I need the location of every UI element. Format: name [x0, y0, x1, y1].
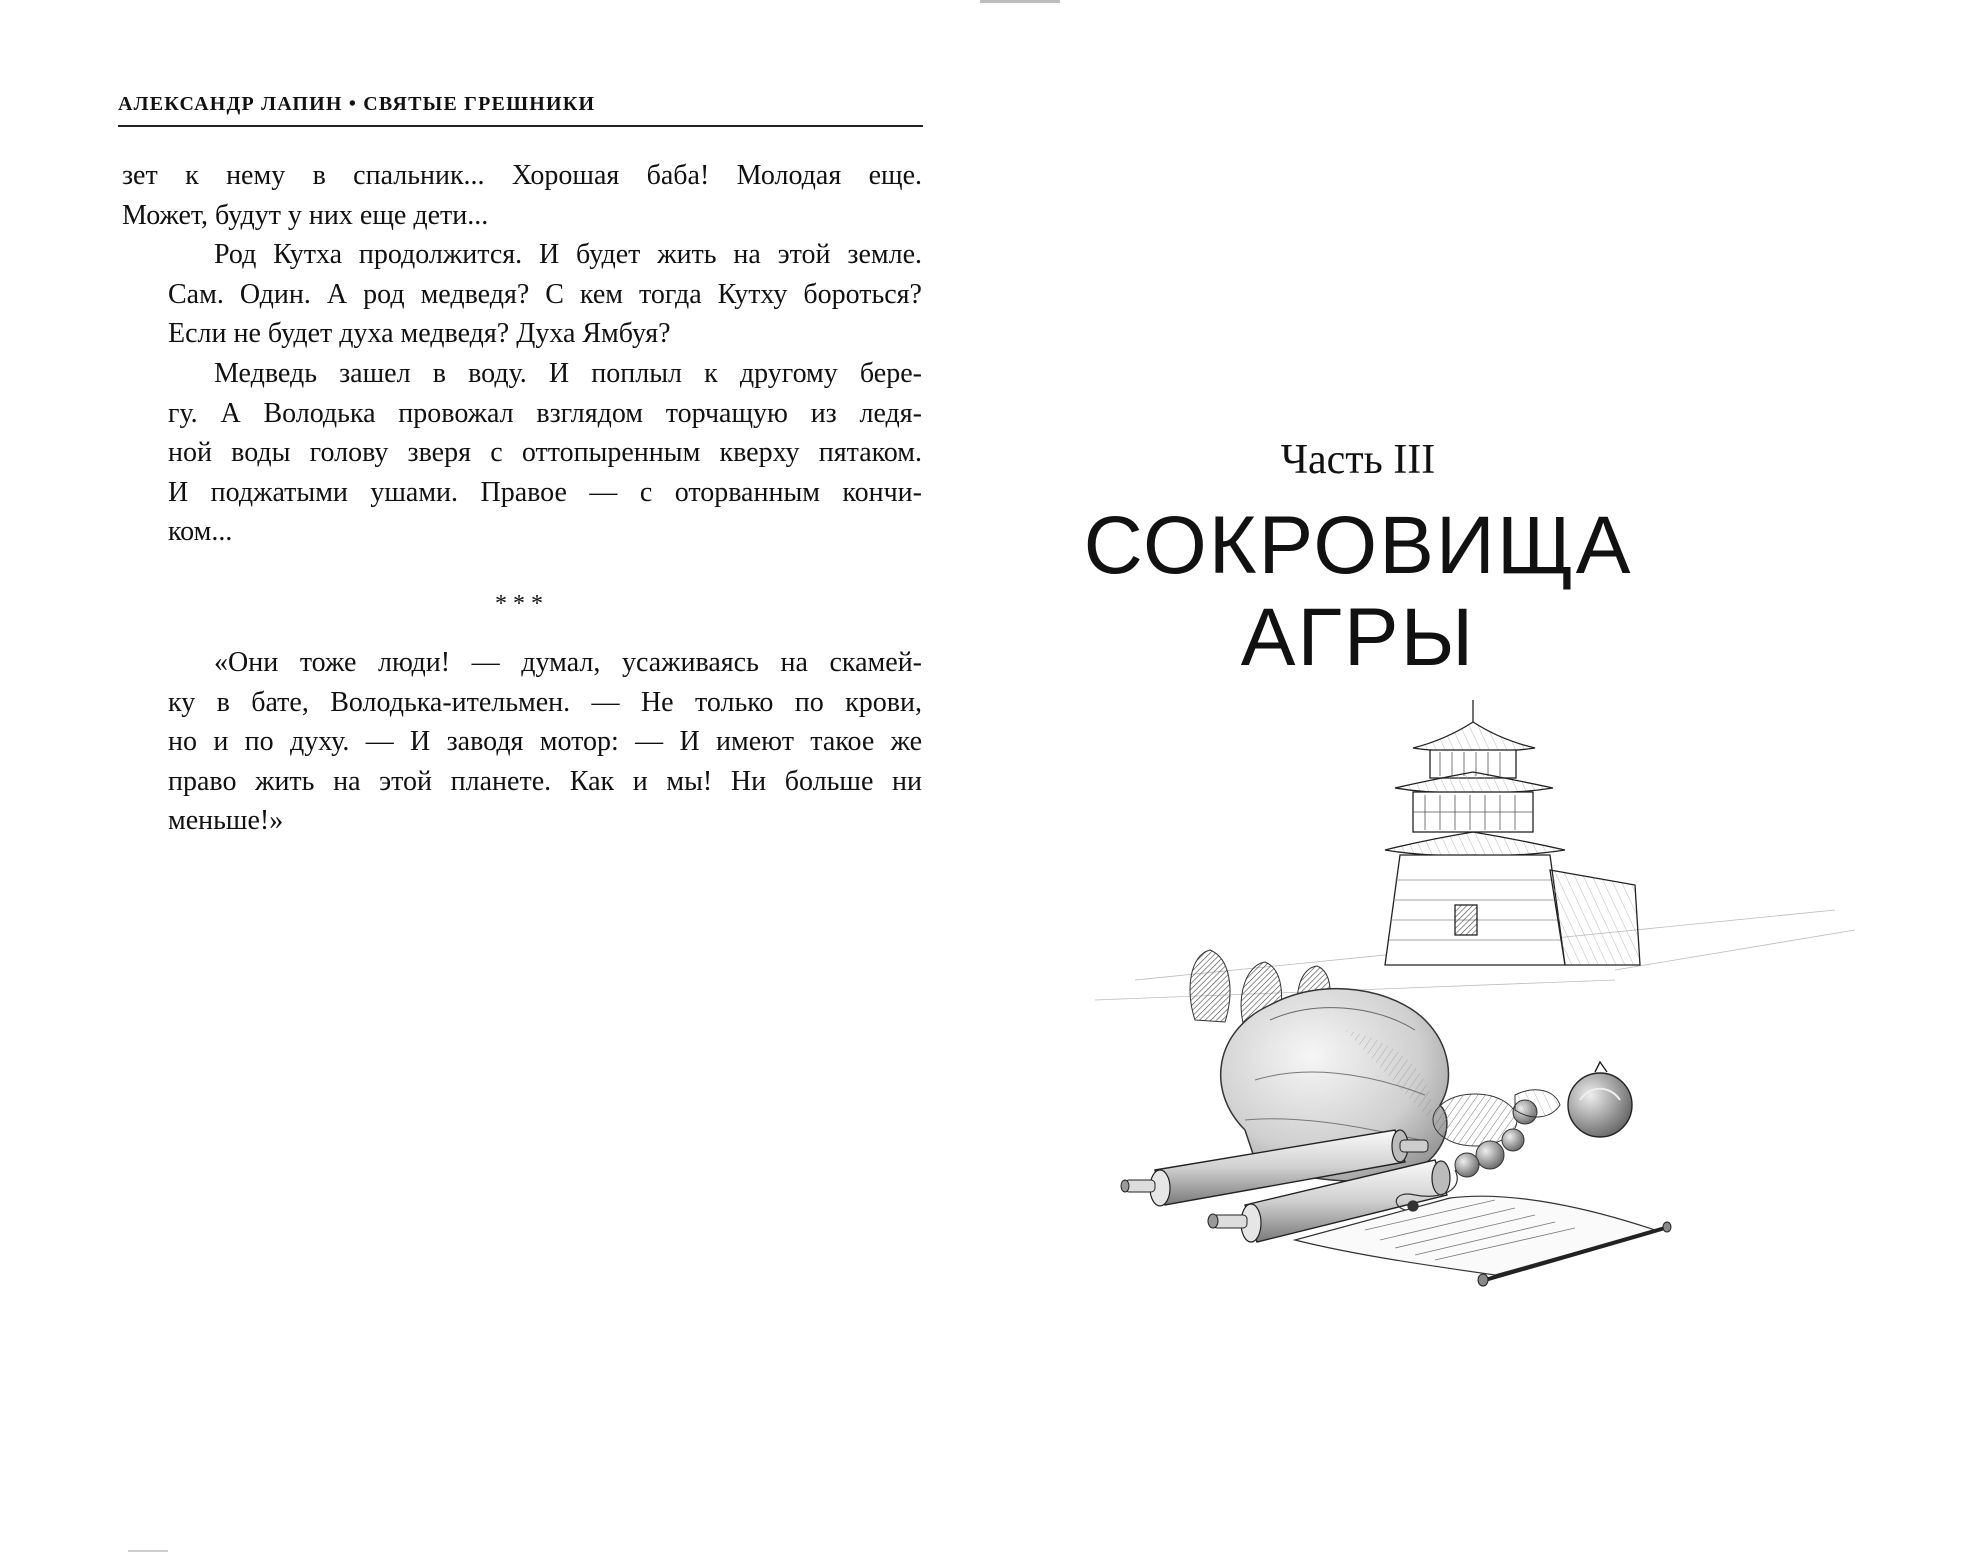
- part-title-line: СОКРОВИЩА: [1083, 500, 1633, 591]
- body-text: [122, 156, 922, 841]
- text-line: ку в бате, Володька-ительмен. — Не только по крови,: [168, 686, 922, 718]
- paragraph: [122, 643, 922, 841]
- text-line: право жить на этой планете. Как и мы! Ни больше ни: [168, 765, 922, 797]
- text-line: Может, будут у них еще дети...: [122, 199, 489, 231]
- paragraph: [122, 156, 922, 235]
- text-line: ной воды голову зверя с оттопыренным кверху пятаком.: [168, 437, 922, 469]
- text-line: И поджатыми ушами. Правое — с оторванным кончи-: [168, 476, 922, 508]
- header-rule: [118, 125, 923, 127]
- left-page: [0, 0, 990, 1557]
- text-line: зет к нему в спальник... Хорошая баба! Молодая еще.: [122, 160, 922, 191]
- pagoda-scrolls-sack-illustration: [1095, 700, 1865, 1290]
- section-break-asterisks: ***: [495, 590, 549, 617]
- paragraph: [122, 235, 922, 354]
- part-title-line: АГРЫ: [1240, 592, 1476, 683]
- pomegranate: [1568, 1062, 1632, 1137]
- part-title: [860, 500, 1856, 684]
- text-line: но и по духу. — И заводя мотор: — И имеют такое же: [168, 726, 922, 758]
- text-line: «Они тоже люди! — думал, усаживаясь на скамей-: [214, 646, 922, 678]
- text-line: ком...: [168, 516, 233, 548]
- text-line: Сам. Один. А род медведя? С кем тогда Кутху бороться?: [168, 278, 922, 310]
- text-line: Род Кутха продолжится. И будет жить на этой земле.: [214, 239, 922, 271]
- text-line: Медведь зашел в воду. И поплыл к другому бере-: [214, 357, 922, 389]
- text-line: меньше!»: [168, 805, 284, 837]
- text-line: гу. А Володька провожал взглядом торчащую из ледя-: [168, 397, 922, 429]
- running-header: АЛЕКСАНДР ЛАПИН • СВЯТЫЕ ГРЕШНИКИ: [118, 93, 596, 115]
- pagoda: [1385, 700, 1640, 965]
- page-edge-mark: [128, 1550, 168, 1552]
- paragraph: [122, 354, 922, 552]
- part-label: Часть III: [1280, 437, 1436, 483]
- spilled-treasure: [1433, 1090, 1560, 1177]
- text-line: Если не будет духа медведя? Духа Ямбуя?: [168, 318, 671, 350]
